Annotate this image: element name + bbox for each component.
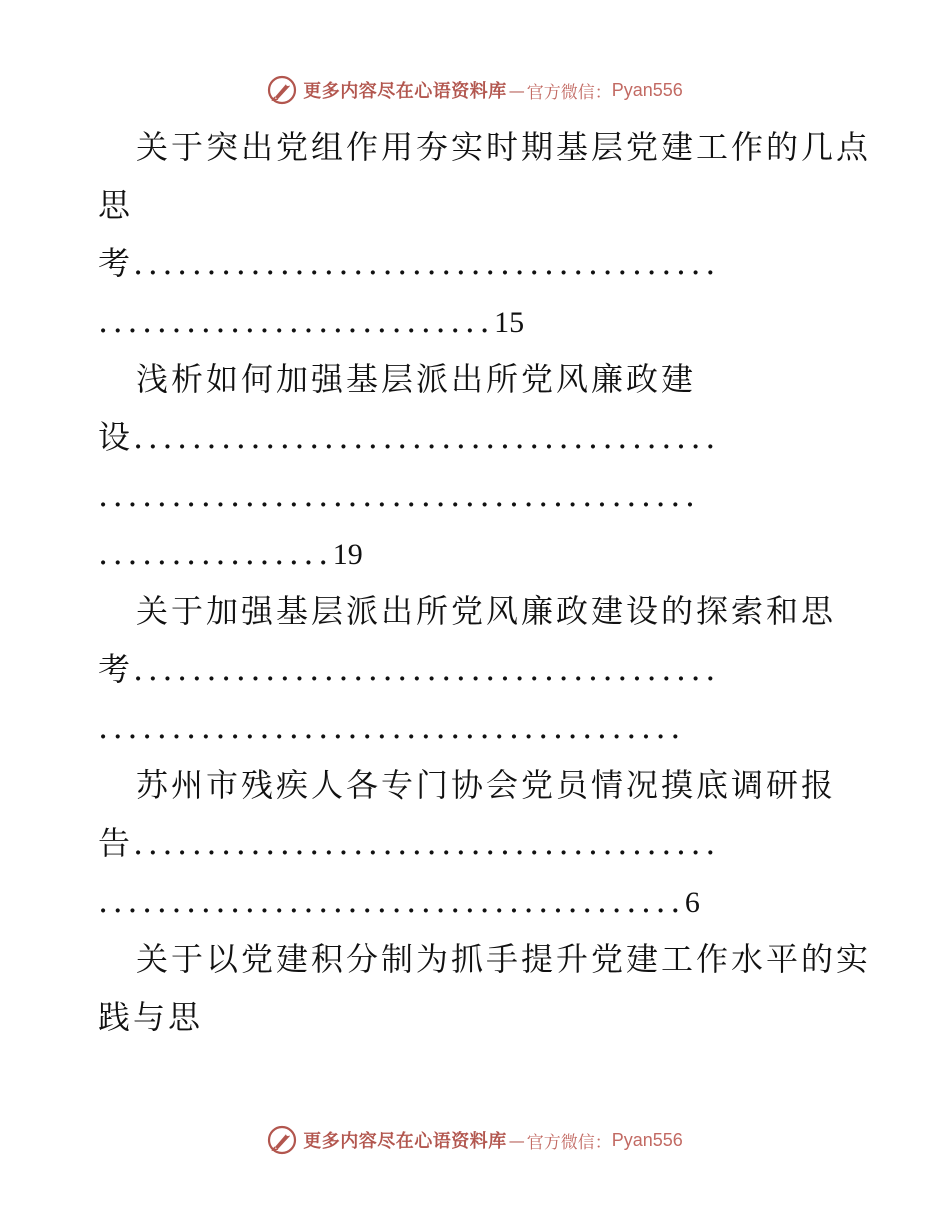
toc-leader-dots: .........................................: [98, 476, 700, 514]
header-watermark: [0, 70, 950, 110]
watermark-label: 官方微信：: [526, 1132, 612, 1153]
toc-line: [136, 582, 836, 640]
quill-logo-icon: [267, 1125, 297, 1155]
toc-line: [136, 350, 696, 408]
toc-leader-dots: ................: [98, 534, 333, 572]
toc-line: [136, 930, 871, 988]
watermark-separator: —: [508, 80, 525, 100]
toc-page-number: 19: [332, 538, 363, 571]
toc-line: [98, 234, 720, 292]
toc-title: 关于加强基层派出所党风廉政建设的探索和思: [136, 592, 837, 630]
quill-logo-icon: [267, 75, 297, 105]
toc-line: [98, 524, 363, 582]
toc-line: [98, 872, 700, 930]
footer-watermark: [0, 1120, 950, 1160]
toc-line: [98, 292, 524, 350]
toc-title: 苏州市残疾人各专门协会党员情况摸底调研报: [136, 766, 837, 804]
watermark-label: 官方微信：: [526, 82, 612, 103]
toc-page-number: 15: [494, 306, 525, 339]
toc-title: 践与思: [98, 998, 204, 1036]
toc-line: [98, 814, 720, 872]
toc-line: [136, 756, 836, 814]
toc-title: 浅析如何加强基层派出所党风廉政建: [136, 360, 697, 398]
toc-leader-dots: ........................................: [133, 650, 720, 688]
toc-page-number: 6: [684, 886, 700, 919]
toc-leader-dots: ........................................: [133, 244, 720, 282]
toc-title: 设: [98, 418, 134, 456]
toc-leader-dots: ........................................: [98, 882, 685, 920]
toc-leader-dots: ........................................: [133, 418, 720, 456]
toc-line: [136, 118, 871, 176]
watermark-separator: —: [508, 1130, 525, 1150]
toc-line: [98, 466, 700, 524]
watermark-text: 更多内容尽在心语资料库: [303, 1131, 507, 1152]
toc-title: 考: [98, 650, 134, 688]
watermark-text: 更多内容尽在心语资料库: [303, 81, 507, 102]
watermark-id: Pyan556: [611, 79, 683, 100]
toc-title: 告: [98, 824, 134, 862]
toc-line: [98, 988, 203, 1046]
toc-title: 考: [98, 244, 134, 282]
toc-line: [98, 640, 720, 698]
toc-leader-dots: ...........................: [98, 302, 495, 340]
toc-title: 思: [98, 186, 134, 224]
toc-leader-dots: ........................................: [133, 824, 720, 862]
toc-leader-dots: ........................................: [98, 708, 685, 746]
toc-title: 关于突出党组作用夯实时期基层党建工作的几点: [136, 128, 872, 166]
toc-line: [98, 698, 685, 756]
toc-title: 关于以党建积分制为抓手提升党建工作水平的实: [136, 940, 872, 978]
watermark-id: Pyan556: [611, 1129, 683, 1150]
toc-line: [98, 408, 720, 466]
toc-line: [98, 176, 133, 234]
